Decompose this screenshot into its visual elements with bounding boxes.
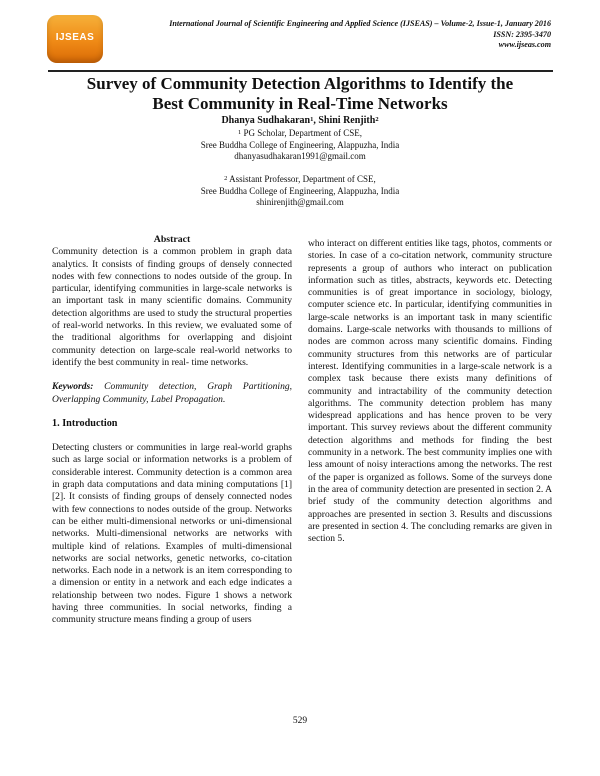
paper-title: [40, 74, 560, 114]
journal-website: www.ijseas.com: [498, 40, 551, 49]
journal-logo-text: IJSEAS: [55, 32, 95, 43]
introduction-heading: 1. Introduction: [52, 417, 118, 429]
affiliation-2-institution: Sree Buddha College of Engineering, Alappuzha, India: [200, 185, 400, 196]
abstract-heading: Abstract: [153, 234, 191, 245]
author-1: Dhanya Sudhakaran: [221, 115, 311, 126]
introduction-text: Detecting clusters or communities in large real-world graphs such as large social or information networks is a problem of considerable interest. Community detection is a common area in graph data computations and data mining computations [1] [2]. It consists of finding groups of densely connected nodes with few connections to nodes outside of the group. Networks can be either multi-dimensional networks or uni-dimensional networks. Multi-dimensional networks are networks with multiple kind of relations. Examples of multi-dimensional networks are social networks, genetic networks, co-citation networks. Each node in a network is an item corresponding to a dimension or entity in a network and each edge indicates a relationship between two nodes. Figure 1 shows a network having three communities. In social networks, finding a community structure means finding a group of users: [52, 442, 292, 626]
keywords-text: Community detection, Graph Partitioning, Overlapping Community, Label Propagation.: [52, 381, 292, 405]
author-1-marker: 1: [310, 116, 314, 123]
journal-logo: [47, 15, 103, 63]
affiliation-1-role: PG Scholar, Department of CSE,: [241, 128, 363, 138]
abstract-text: Community detection is a common problem in graph data analytics. It consists of finding groups of densely connected nodes with few connections to nodes outside of the group. In particular, identifying communities in large-scale networks is an important task in many scientific domains. Community detection algorithms are used to study the structural properties of real-world networks. In this review, we evaluated some of the traditional algorithms for overlapping and disjoint community detection on large-scale real-world networks to identify the best community in real- time networks.: [52, 246, 292, 368]
affiliation-2-role: Assistant Professor, Department of CSE,: [227, 174, 376, 184]
affiliation-2: [40, 174, 560, 209]
page-number: 529: [292, 716, 308, 726]
left-column: [52, 234, 292, 627]
affiliation-2-email: shinirenjith@gmail.com: [256, 197, 344, 207]
author-2: Shini Renjith: [318, 115, 376, 126]
paper-title-line-1: Survey of Community Detection Algorithms to Identify the: [86, 74, 514, 93]
author-2-marker: 2: [375, 116, 379, 123]
introduction-continued-text: who interact on different entities like tags, photos, comments or stories. In case of a co-citation network, community structure represents a group of authors who interact on publication information such as titles, abstracts, keywords etc. Detecting communities is of great importance in sociology, biology, computer science etc. In particular, identifying communities in large-scale networks is an important task in many scientific domains. Large-scale networks with thousands to millions of nodes are common across many scientific domains. Finding community structures from this networks are of particular interest. Identifying communities in a large-scale network is a complex task because there exists many definitions of community and intractability of the community detection algorithms. The community detection problem has many widespread applications and has hence proven to be very important. This survey reviews about the different community detection algorithms and methods for finding the best community in a network. The best community implies one with less amount of noisy interactions among the networks. The rest of the paper is organized as follows. Some of the surveys done in the area of community detection are presented in section 2. A brief study of the community detection algorithms and approaches are presented in section 3. Results and discussions are presented in section 4. The concluding remarks are given in section 5.: [308, 238, 552, 545]
journal-issn: ISSN: 2395-3470: [493, 29, 551, 39]
author-list: [40, 115, 560, 127]
affiliation-1: [40, 128, 560, 163]
right-column: [308, 238, 552, 545]
affiliation-1-marker: 1: [237, 129, 242, 136]
journal-header: [111, 19, 551, 51]
author-separator: ,: [313, 115, 319, 126]
keywords: [52, 381, 292, 406]
journal-title-line: International Journal of Scientific Engineering and Applied Science (IJSEAS) – Volume-2, Issue-1, January 2016: [169, 19, 551, 28]
affiliation-1-institution: Sree Buddha College of Engineering, Alappuzha, India: [200, 139, 400, 150]
keywords-label: Keywords:: [52, 381, 94, 393]
affiliation-1-email: dhanyasudhakaran1991@gmail.com: [234, 151, 366, 161]
affiliation-2-marker: 2: [224, 175, 228, 182]
header-rule: [48, 70, 553, 72]
paper-title-line-2: Best Community in Real-Time Networks: [152, 94, 448, 113]
